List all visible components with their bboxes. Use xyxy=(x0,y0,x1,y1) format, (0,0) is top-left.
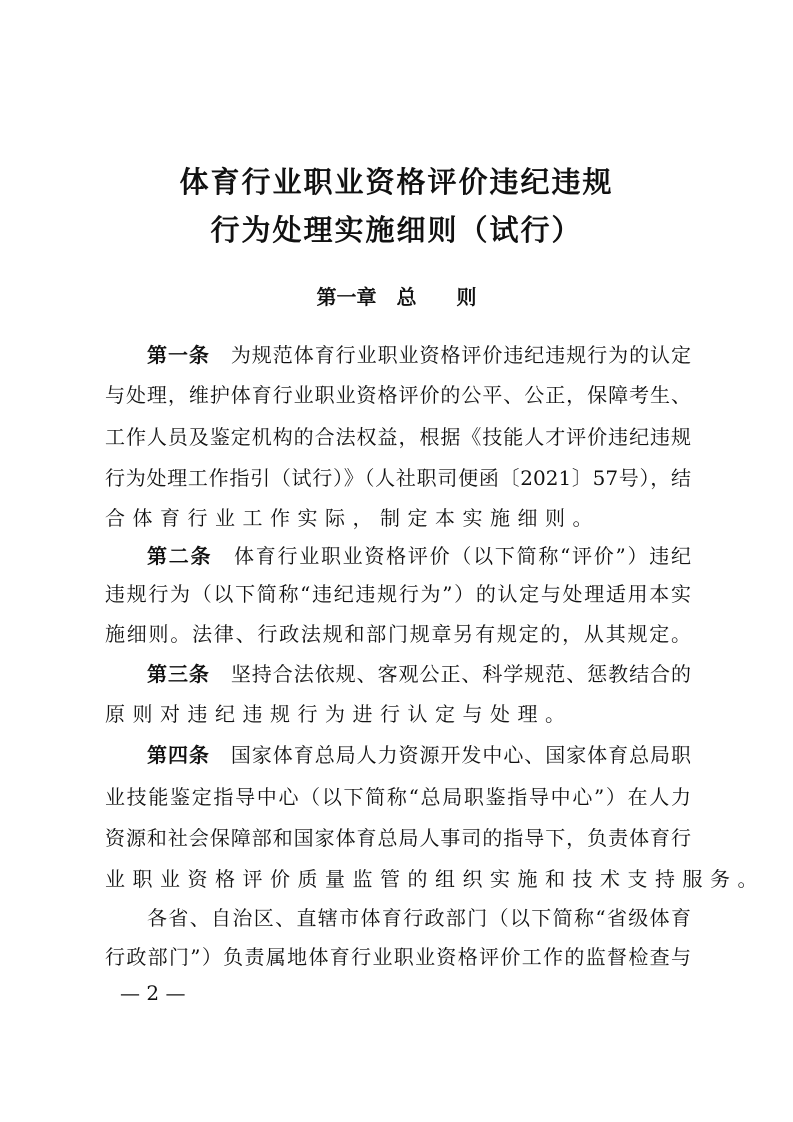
body-text-line xyxy=(105,699,691,729)
chapter-name: 总 则 xyxy=(396,285,477,309)
body-text-line xyxy=(105,619,691,649)
line-text: 为规范体育行业职业资格评价违纪违规行为的认定 xyxy=(209,343,692,367)
line-text: 业职业资格评价质量监管的组织实施和技术支持服务。 xyxy=(105,867,765,891)
article-number: 第四条 xyxy=(147,743,210,767)
line-text: 资源和社会保障部和国家体育总局人事司的指导下，负责体育行 xyxy=(105,826,691,850)
body-text-line xyxy=(105,864,765,894)
page-number: — 2 — xyxy=(120,981,186,1005)
body-text-line xyxy=(105,503,691,533)
line-text: 国家体育总局人力资源开发中心、国家体育总局职 xyxy=(209,743,692,767)
body-text-line xyxy=(105,340,691,370)
line-text: 施细则。法律、行政法规和部门规章另有规定的，从其规定。 xyxy=(105,622,691,646)
article-number: 第一条 xyxy=(147,343,210,367)
body-text-line xyxy=(105,380,691,410)
body-text-line xyxy=(105,659,691,689)
body-text-line xyxy=(105,823,691,853)
document-title-line-2: 行为处理实施细则（试行） xyxy=(210,213,583,247)
line-text: 原则对违纪违规行为进行认定与处理。 xyxy=(105,702,573,726)
body-text-line xyxy=(105,541,691,571)
line-text: 与处理，维护体育行业职业资格评价的公平、公正，保障考生、 xyxy=(105,383,691,407)
line-text: 业技能鉴定指导中心（以下简称“总局职鉴指导中心”）在人力 xyxy=(105,785,691,809)
body-text-line xyxy=(105,903,691,933)
body-text-line xyxy=(105,579,691,609)
body-text-line xyxy=(105,942,691,972)
line-text: 工作人员及鉴定机构的合法权益，根据《技能人才评价违纪违规 xyxy=(105,425,691,449)
document-title-line-1: 体育行业职业资格评价违纪违规 xyxy=(179,165,614,199)
line-text: 违规行为（以下简称“违纪违规行为”）的认定与处理适用本实 xyxy=(105,582,691,606)
line-text: 行政部门”）负责属地体育行业职业资格评价工作的监督检查与 xyxy=(105,945,691,969)
body-text-line xyxy=(105,782,691,812)
article-number: 第三条 xyxy=(147,662,210,686)
article-number: 第二条 xyxy=(147,544,213,568)
line-text: 各省、自治区、直辖市体育行政部门（以下简称“省级体育 xyxy=(147,906,691,930)
chapter-heading xyxy=(0,281,793,310)
body-text-line xyxy=(105,740,691,770)
line-text: 行为处理工作指引（试行）》（人社职司便函〔2021〕57号），结 xyxy=(105,466,691,490)
chapter-spacer xyxy=(377,285,397,309)
body-text-line xyxy=(105,422,691,452)
line-text: 体育行业职业资格评价（以下简称“评价”）违纪 xyxy=(212,544,692,568)
line-text: 坚持合法依规、客观公正、科学规范、惩教结合的 xyxy=(209,662,692,686)
chapter-number: 第一章 xyxy=(316,285,377,309)
line-text: 合体育行业工作实际，制定本实施细则。 xyxy=(105,506,600,530)
body-text-line xyxy=(105,463,691,493)
